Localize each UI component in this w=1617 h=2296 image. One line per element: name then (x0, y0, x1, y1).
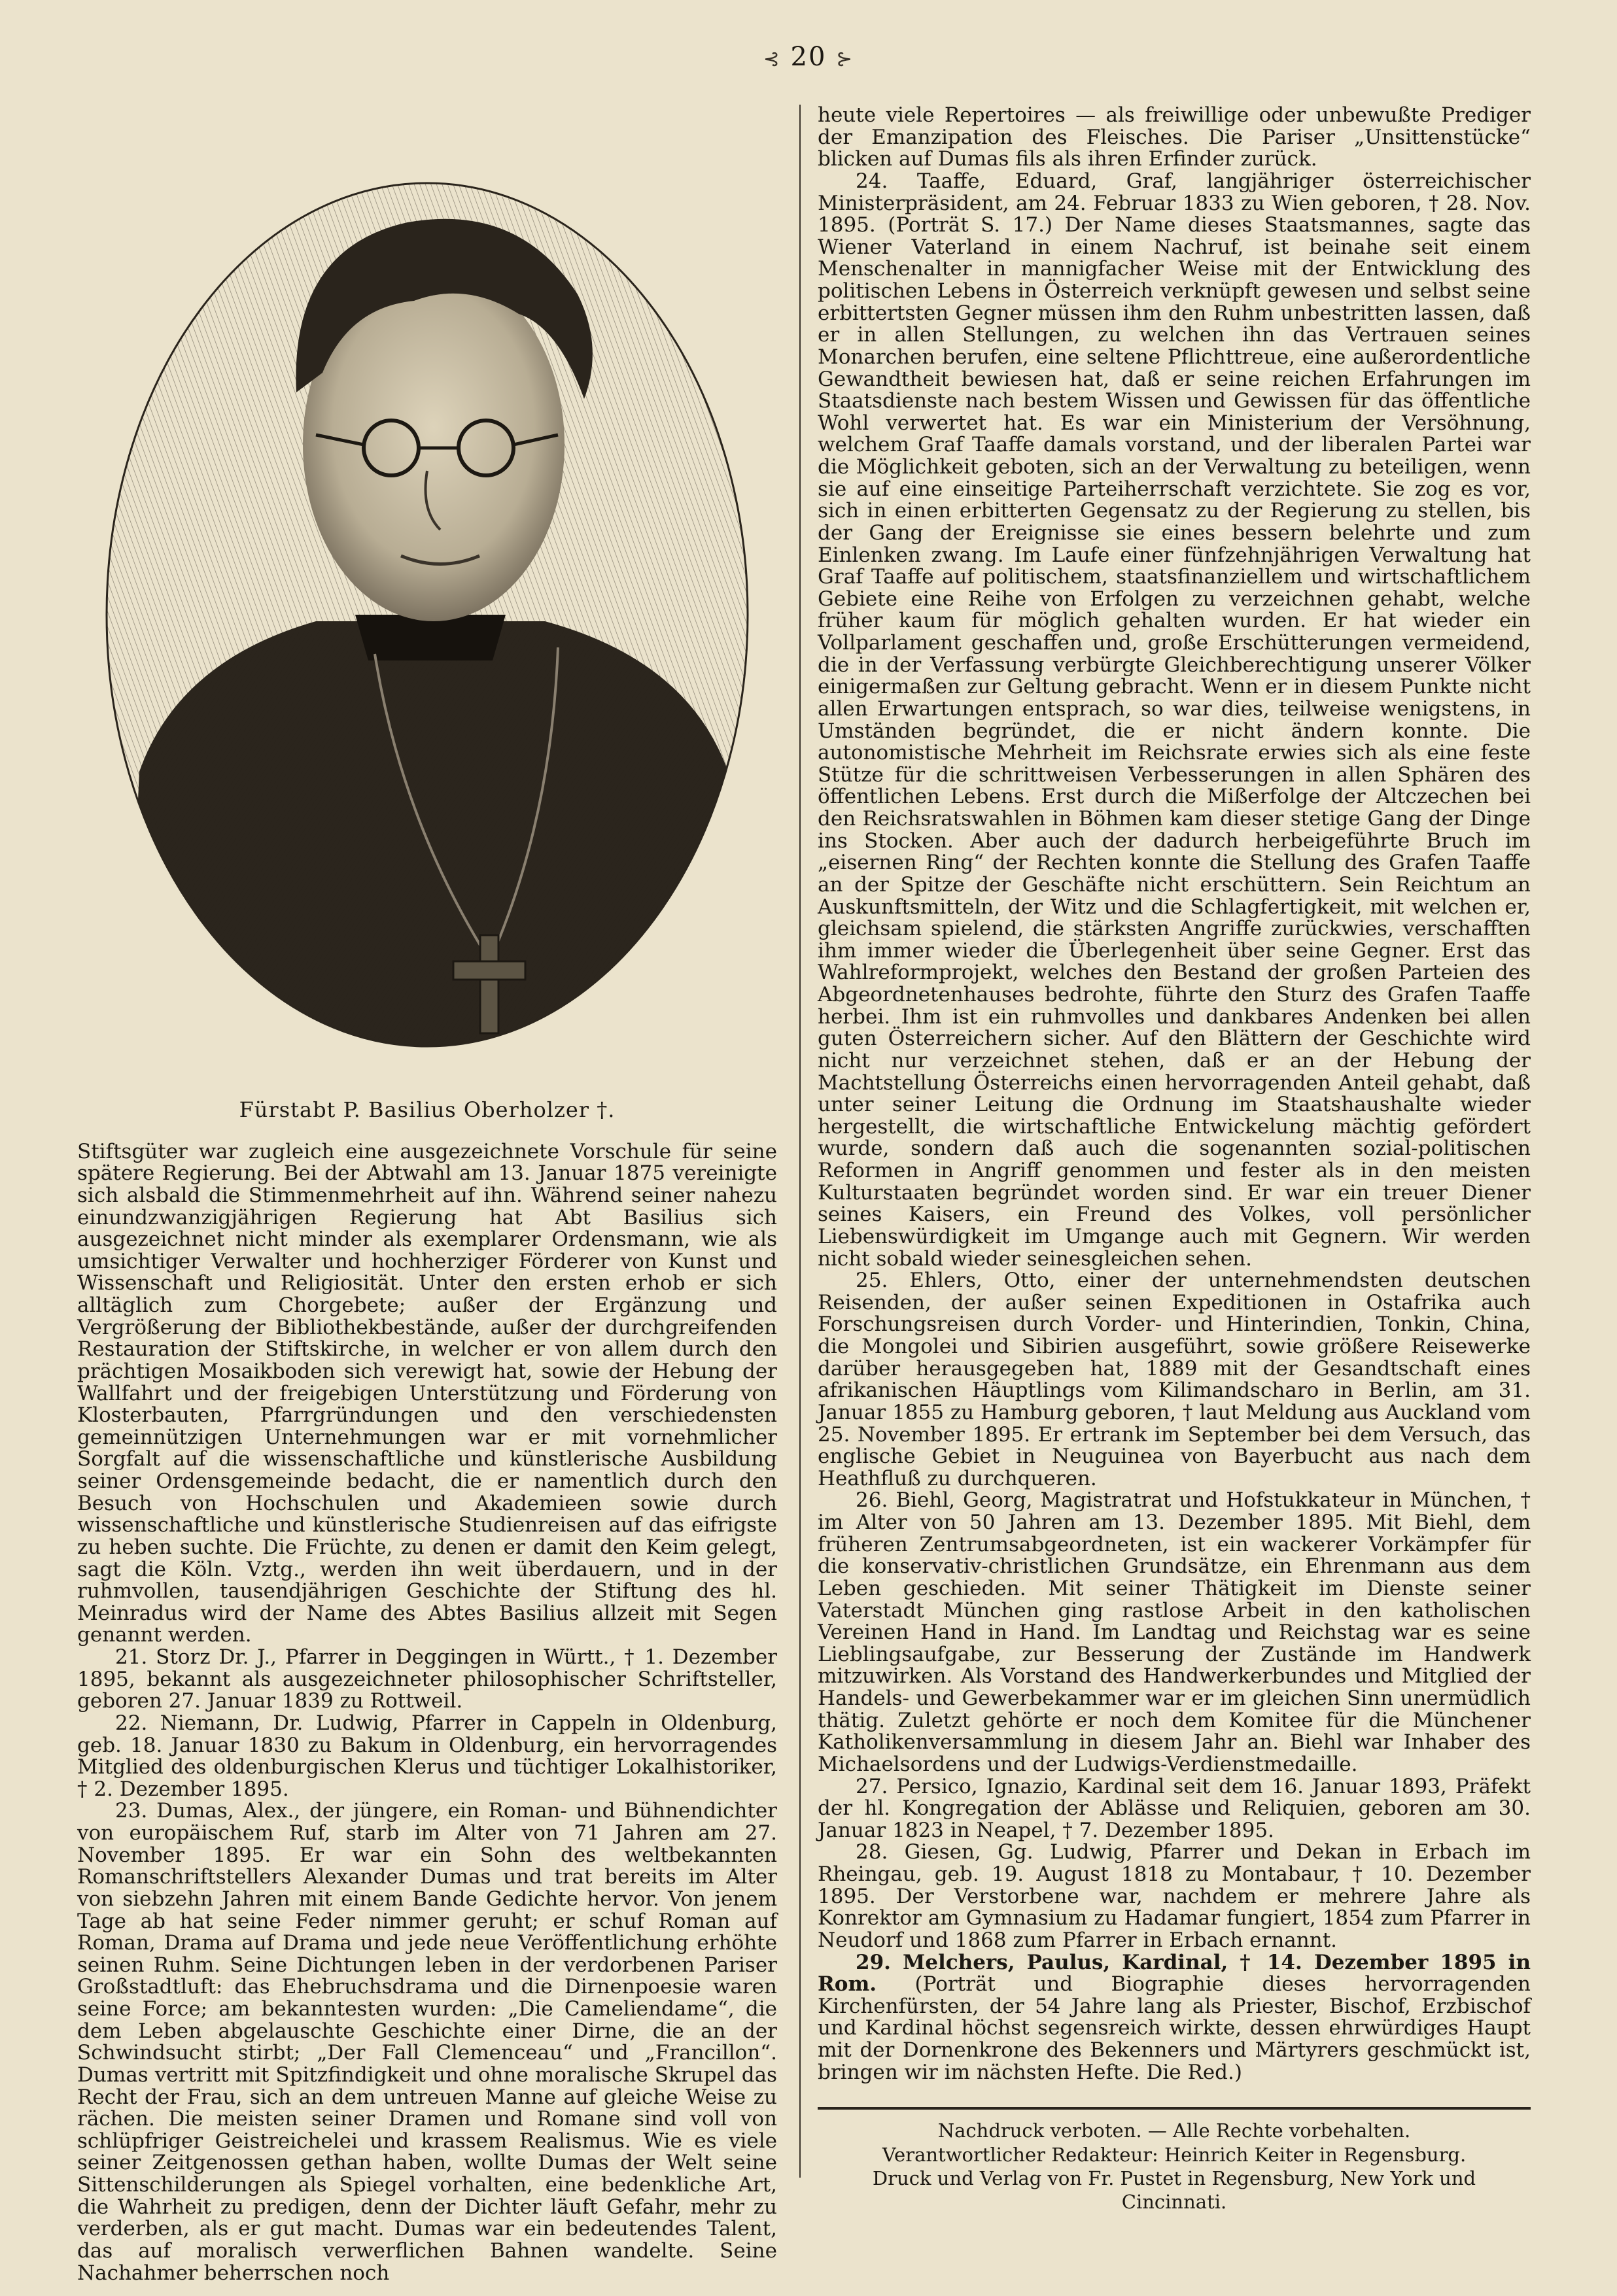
left-paragraph-3: 23. Dumas, Alex., der jüngere, ein Roman- und Bühnendichter von europäischem Ruf, starb im Alter von 71 Jahren am 27. November 1895. Er war ein Sohn des weltbekannten Romanschriftstellers Alexander Dumas und trat bereits im Alter von siebzehn Jahren mit einem Bande Gedichte hervor. Von jenem Tage ab hat seine Feder nimmer geruht; er schuf Roman auf Roman, Drama auf Drama und jede neue Veröffentlichung erhöhte seinen Ruhm. Seine Dichtungen leben in der verdorbenen Pariser Großstadtluft: das Ehebruchsdrama und die Dirnenpoesie waren seine Force; am bekanntesten wurden: „Die Cameliendame“, die dem Leben abgelauschte Geschichte einer Dirne, die an der Schwindsucht stirbt; „Der Fall Clemenceau“ und „Francillon“. Dumas vertritt mit Spitzfindigkeit und ohne moralische Skrupel das Recht der Frau, sich an dem untreuen Manne auf gleiche Weise zu rächen. Die meisten seiner Dramen und Romane sind voll von schlüpfriger Geistreichelei und krassem Realismus. Wie es viele seiner Zeitgenossen gethan haben, wollte Dumas der Welt seine Sittenschilderungen als Spiegel vorhalten, eine bedenkliche Art, die Wahrheit zu predigen, denn der Dichter läuft Gefahr, mehr zu verderben, als er gut macht. Dumas war ein bedeutendes Talent, das auf moralisch verwerflichen Bahnen wandelte. Seine Nachahmer beherrschen noch (77, 1799, 777, 2285)
portrait-engraving (100, 163, 754, 1053)
imprint-publisher: Druck und Verlag von Fr. Pustet in Regensburg, New York und Cincinnati. (872, 2167, 1476, 2213)
imprint (818, 2107, 1531, 2214)
left-column (77, 98, 777, 2284)
entry-29 (818, 1952, 1531, 2084)
right-paragraph-3: 26. Biehl, Georg, Magistratrat und Hofstukkateur in München, † im Alter von 50 Jahren am 13. Dezember 1895. Mit Biehl, dem früheren Zentrumsabgeordneten, ist ein wackerer Vorkämpfer für die konservativ-christlichen Grundsätze, ein Ehrenmann aus dem Leben geschieden. Mit seiner Thätigkeit im Dienste seiner Vaterstadt München ging rastlose Arbeit in den katholischen Vereinen Hand in Hand. Im Landtag und Reichstag war es seine Lieblingsaufgabe, zur Besserung der Zustände im Handwerk mitzuwirken. Als Vorstand des Handwerkerbundes und Mitglied der Handels- und Gewerbekammer war er im gleichen Sinn unermüdlich thätig. Zuletzt gehörte er noch dem Komitee für die Münchener Katholikenversammlung in diesem Jahr an. Biehl war Inhaber des Michaelsordens und der Ludwigs-Verdienstmedaille. (818, 1488, 1531, 1776)
right-paragraph-2: 25. Ehlers, Otto, einer der unternehmendsten deutschen Reisenden, der außer seinen Expeditionen in Ostafrika auch Forschungsreisen durch Vorder- und Hinterindien, Tonkin, China, die Mongolei und Sibirien ausgeführt, sowie größere Reisewerke darüber herausgegeben hat, 1889 mit der Gesandtschaft eines afrikanischen Häuptlings vom Kilimandscharo in Berlin, am 31. Januar 1855 zu Hamburg geboren, † laut Meldung aus Auckland vom 25. November 1895. Er ertrank im September bei dem Versuch, das englische Gebiet in Neuguinea von Bayerbucht aus nach dem Heathfluß zu durchqueren. (818, 1269, 1531, 1490)
right-paragraph-1: 24. Taaffe, Eduard, Graf, langjähriger österreichischer Ministerpräsident, am 24. Februar 1833 zu Wien geboren, † 28. Nov. 1895. (Porträt S. 17.) Der Name dieses Staatsmannes, sagte das Wiener Vaterland in einem Nachruf, ist beinahe seit einem Menschenalter in mannigfacher Weise mit der Entwicklung des politischen Lebens in Österreich verknüpft gewesen und selbst seine erbittertsten Gegner müssen ihm den Ruhm unbestritten lassen, daß er in allen Stellungen, zu welchen ihn das Vertrauen seines Monarchen berufen, eine seltene Pflichttreue, eine außerordentliche Gewandtheit bewiesen hat, daß er seine reichen Erfahrungen im Staatsdienste nach bestem Wissen und Gewissen für das öffentliche Wohl verwertet hat. Es war ein Ministerium der Versöhnung, welchem Graf Taaffe damals vorstand, und der liberalen Partei war die Möglichkeit geboten, sich an der Verwaltung zu beteiligen, wenn sie auf eine einseitige Parteiherrschaft verzichtete. Sie zog es vor, sich in einen erbitterten Gegensatz zu der Regierung zu stellen, bis der Gang der Ereignisse sie eines bessern belehrte und zum Einlenken zwang. Im Laufe einer fünfzehnjährigen Verwaltung hat Graf Taaffe auf politischem, staatsfinanziellem und wirtschaftlichem Gebiete eine Reihe von Erfolgen zu verzeichnen gehabt, welche früher kaum für möglich gehalten wurden. Er hat wieder ein Vollparlament geschaffen und, große Erschütterungen vermeidend, die in der Verfassung verbürgte Gleichberechtigung unserer Völker einigermaßen zur Geltung gebracht. Wenn er in diesem Punkte nicht allen Erwartungen entsprach, so war dies, teilweise wenigstens, in Umständen begründet, die er nicht ändern konnte. Die autonomistische Mehrheit im Reichsrate erwies sich als eine feste Stütze für die schrittweisen Verbesserungen in allen Sphären des öffentlichen Lebens. Erst durch die Mißerfolge der Altczechen bei den Reichsratswahlen in Böhmen kam dieser stetige Gang der Dinge ins Stocken. Aber auch der dadurch herbeigeführte Bruch im „eisernen Ring“ der Rechten konnte die Stellung des Grafen Taaffe an der Spitze der Geschäfte nicht erschüttern. Sein Reichtum an Auskunftsmitteln, der Witz und die Schlagfertigkeit, mit welchen er, gleichsam spielend, die stärksten Angriffe zurückwies, verschafften ihm immer wieder die Überlegenheit über seine Gegner. Erst das Wahlreformprojekt, welches den Bestand der großen Parteien des Abgeordnetenhauses bedrohte, führte den Sturz des Grafen Taaffe herbei. Ihm ist ein ruhmvolles und dankbares Andenken bei allen guten Österreichern sicher. Auf den Blättern der Geschichte wird nicht nur verzeichnet stehen, daß er an der Hebung der Machtstellung Österreichs einen hervorragenden Anteil gehabt, daß unter seiner Leitung die Ordnung im Staatshaushalte wieder hergestellt, die wirtschaftliche Entwickelung mächtig gefördert wurde, sondern daß auch die sogenannten sozial-politischen Reformen in Angriff genommen und fester als in den meisten Kulturstaaten begründet worden sind. Er war ein treuer Diener seines Kaisers, ein Freund des Volkes, voll persönlicher Liebenswürdigkeit im Umgange auch mit Gegnern. Wir werden nicht sobald wieder seinesgleichen sehen. (818, 169, 1531, 1271)
right-paragraph-0: heute viele Repertoires — als freiwillige oder unbewußte Prediger der Emanzipation des Fleisches. Die Pariser „Unsittenstücke“ blicken auf Dumas fils als ihren Erfinder zurück. (818, 103, 1531, 171)
left-paragraph-0: Stiftsgüter war zugleich eine ausgezeichnete Vorschule für seine spätere Regierung. Bei der Abtwahl am 13. Januar 1875 vereinigte sich alsbald die Stimmenmehrheit auf ihn. Während seiner nahezu einundzwanzigjährigen Regierung hat Abt Basilius sich ausgezeichnet nicht minder als exemplarer Ordensmann, wie als umsichtiger Verwalter und hochherziger Förderer von Kunst und Wissenschaft und Religiosität. Unter den ersten erhob er sich alltäglich zum Chorgebete; außer der Ergänzung und Vergrößerung der Bibliothekbestände, außer der durchgreifenden Restauration der Stiftskirche, in welcher er von allem durch den prächtigen Mosaikboden sich verewigt hat, sowie der Hebung der Wallfahrt und der freigebigen Unterstützung und Förderung von Klosterbauten, Pfarrgründungen und den verschiedensten gemeinnützigen Unternehmungen war er mit vornehmlicher Sorgfalt auf die wissenschaftliche und künstlerische Ausbildung seiner Ordensgemeinde bedacht, die er namentlich durch den Besuch von Hochschulen und Akademieen sowie durch wissenschaftliche und künstlerische Studienreisen auf das eifrigste zu heben suchte. Die Früchte, zu denen er damit den Keim gelegt, sagt die Köln. Vztg., werden ihn weit überdauern, und in der ruhmvollen, tausendjährigen Geschichte der Stiftung des hl. Meinradus wird der Name des Abtes Basilius allzeit mit Segen genannt werden. (77, 1139, 777, 1647)
imprint-rights: Nachdruck verboten. — Alle Rechte vorbehalten. (937, 2119, 1411, 2142)
portrait-image (100, 163, 754, 1053)
left-paragraph-2: 22. Niemann, Dr. Ludwig, Pfarrer in Cappeln in Oldenburg, geb. 18. Januar 1830 zu Bakum in Oldenburg, ein hervorragendes Mitglied des oldenburgischen Klerus und tüchtiger Lokalhistoriker, † 2. Dezember 1895. (77, 1711, 777, 1801)
right-ornament: ⊱ (836, 48, 854, 71)
page-header (0, 42, 1617, 72)
right-column (818, 105, 1531, 2214)
entry-29-heading: 29. Melchers, Paulus, Kardinal, † 14. Dezember 1895 in Rom. (818, 1950, 1531, 1996)
right-paragraph-5: 28. Giesen, Gg. Ludwig, Pfarrer und Dekan in Erbach im Rheingau, geb. 19. August 1818 zu Montabaur, † 10. Dezember 1895. Der Verstorbene war, nachdem er mehrere Jahre als Konrektor am Gymnasium zu Hadamar fungiert, 1854 zum Pfarrer in Neudorf und 1868 zum Pfarrer in Erbach ernannt. (818, 1840, 1531, 1952)
left-paragraph-1: 21. Storz Dr. J., Pfarrer in Deggingen in Württ., † 1. Dezember 1895, bekannt als ausgezeichneter philosophischer Schriftsteller, geboren 27. Januar 1839 zu Rottweil. (77, 1645, 777, 1713)
page-number: 20 (790, 42, 827, 72)
column-divider (799, 105, 801, 2178)
entry-29-text: (Porträt und Biographie dieses hervorragenden Kirchenfürsten, der 54 Jahre lang als Priester, Bischof, Erzbischof und Kardinal höchst segensreich wirkte, dessen ehrwürdiges Haupt mit der Dornenkrone des Bekenners und Märtyrers geschmückt ist, bringen wir im nächsten Hefte. Die Red.) (818, 1972, 1531, 2084)
left-ornament: ⊰ (763, 48, 781, 71)
right-paragraph-4: 27. Persico, Ignazio, Kardinal seit dem 16. Januar 1893, Präfekt der hl. Kongregation der Ablässe und Reliquien, geboren am 30. Januar 1823 in Neapel, † 7. Dezember 1895. (818, 1774, 1531, 1842)
portrait-caption: Fürstabt P. Basilius Oberholzer †. (239, 1097, 616, 1122)
imprint-editor: Verantwortlicher Redakteur: Heinrich Keiter in Regensburg. (882, 2143, 1467, 2166)
